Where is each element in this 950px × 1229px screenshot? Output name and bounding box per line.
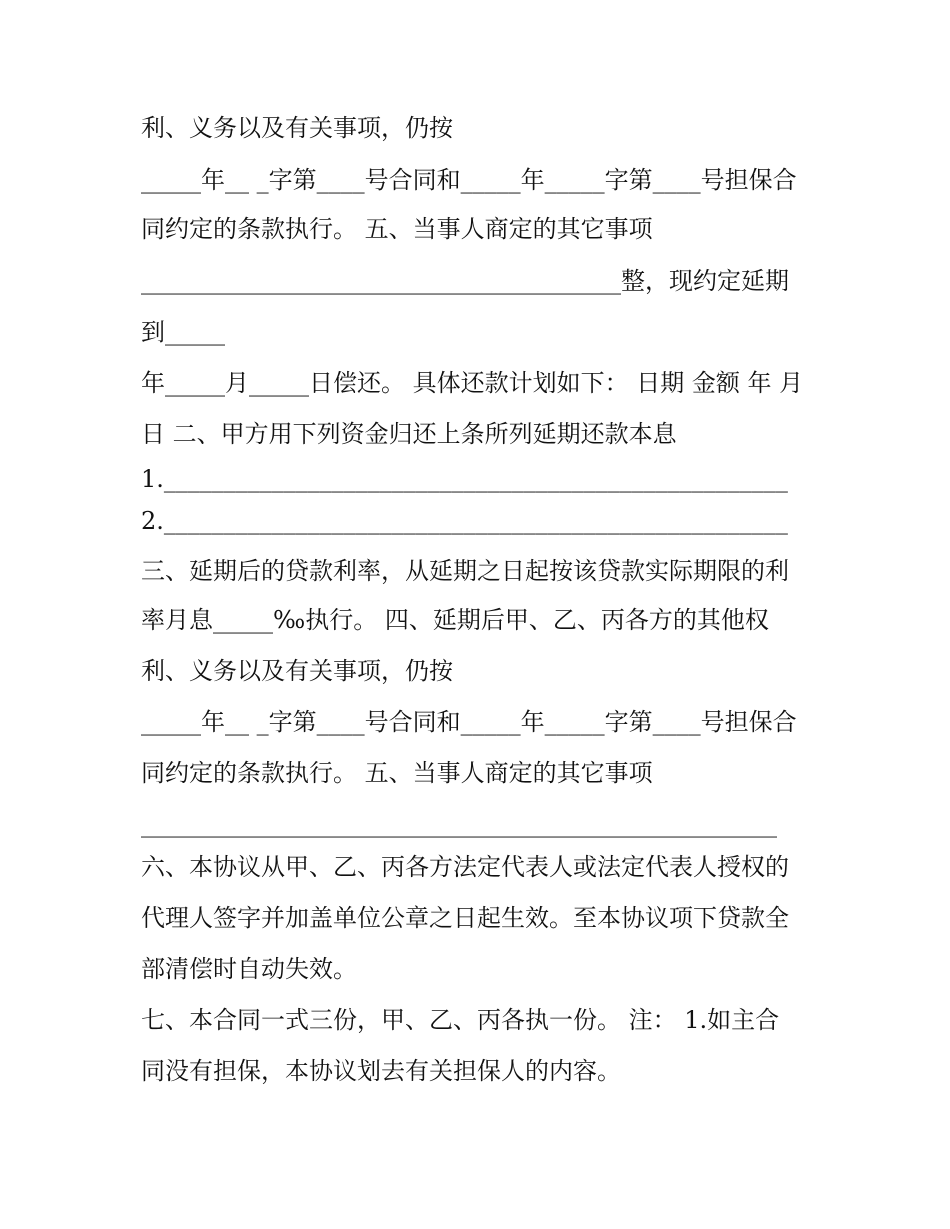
text-line-8: 1.____________________________________________________ bbox=[141, 465, 788, 493]
text-line-18: 部清偿时自动失效。 bbox=[141, 955, 357, 983]
text-line-13: _____年__ _字第____号合同和_____年_____字第____号担保合 bbox=[141, 708, 797, 736]
text-line-10: 三、延期后的贷款利率，从延期之日起按该贷款实际期限的利 bbox=[141, 557, 789, 585]
text-line-9: 2.____________________________________________________ bbox=[141, 507, 788, 535]
text-line-7: 日 二、甲方用下列资金归还上条所列延期还款本息 bbox=[141, 420, 677, 448]
text-line-14: 同约定的条款执行。 五、当事人商定的其它事项 bbox=[141, 759, 653, 787]
text-line-4: ________________________________________整，现约定延期 bbox=[141, 267, 789, 295]
text-line-15: _____________________________________________________ bbox=[141, 810, 777, 838]
text-line-17: 代理人签字并加盖单位公章之日起生效。至本协议项下贷款全 bbox=[141, 904, 789, 932]
text-line-2: _____年__ _字第____号合同和_____年_____字第____号担保合 bbox=[141, 166, 797, 194]
text-line-3: 同约定的条款执行。 五、当事人商定的其它事项 bbox=[141, 215, 653, 243]
text-line-11: 率月息_____‰执行。 四、延期后甲、乙、丙各方的其他权 bbox=[141, 606, 769, 634]
text-line-5: 到_____ bbox=[141, 318, 225, 346]
text-line-12: 利、义务以及有关事项，仍按 bbox=[141, 657, 453, 685]
text-line-20: 同没有担保，本协议划去有关担保人的内容。 bbox=[141, 1057, 621, 1085]
text-line-6: 年_____月_____日偿还。 具体还款计划如下： 日期 金额 年 月 bbox=[141, 369, 804, 397]
text-line-1: 利、义务以及有关事项，仍按 bbox=[141, 114, 453, 142]
text-line-16: 六、本协议从甲、乙、丙各方法定代表人或法定代表人授权的 bbox=[141, 853, 789, 881]
text-line-19: 七、本合同一式三份，甲、乙、丙各执一份。 注： 1.如主合 bbox=[141, 1006, 780, 1034]
